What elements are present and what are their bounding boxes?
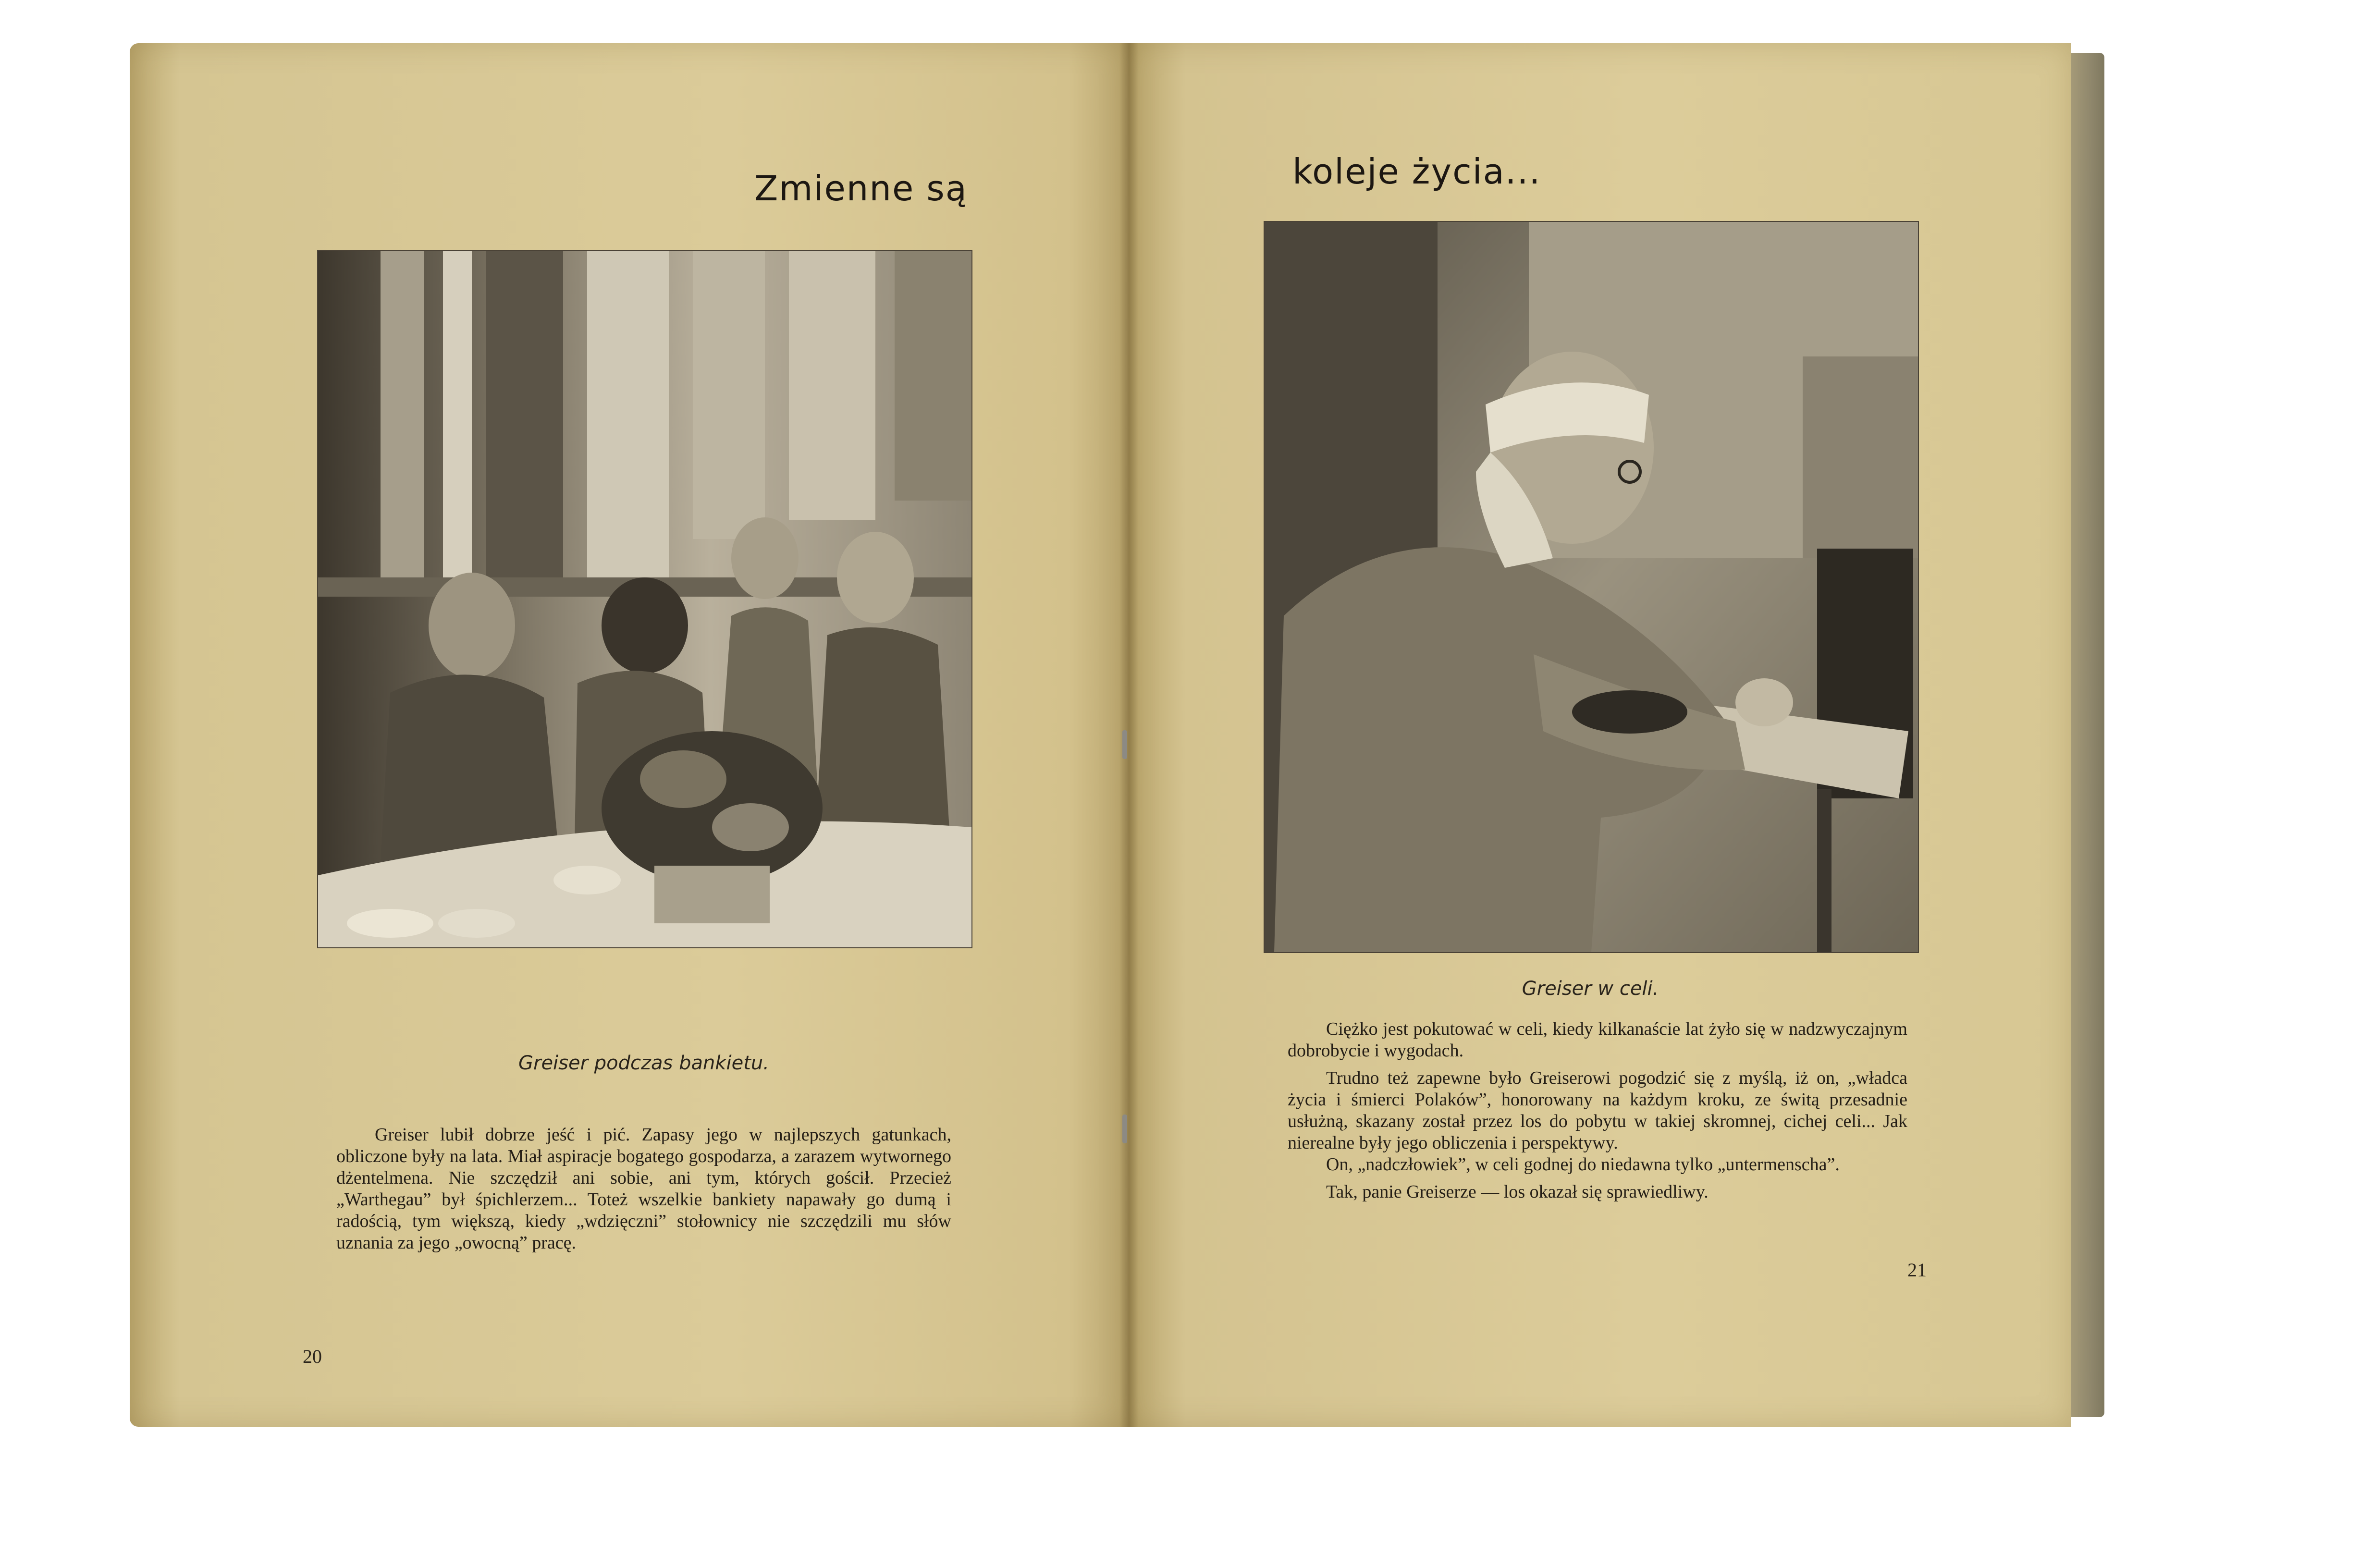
left-page-paragraph: Greiser lubił dobrze jeść i pić. Zapasy jego w najlepszych gatunkach, obliczone były na lata. Miał aspiracje bogatego gospodarza, a zarazem wytwornego dżentelmena. Nie szczędził ani sobie, ani tym, których gościł. Przecież „Warthegau” był śpichlerzem... Toteż wszelkie bankiety napawały go dumą i radością, tym większą, kiedy „wdzięczni” stołownicy nie szczędzili mu słów uznania za jego „owocną” pracę. xyxy=(336,1125,951,1253)
right-page-heading: koleje życia... xyxy=(1292,151,1541,192)
right-page-text xyxy=(1288,1018,1907,1203)
banquet-photo-icon xyxy=(317,250,972,948)
left-page-heading: Zmienne są xyxy=(754,168,968,208)
left-photo-caption: Greiser podczas bankietu. xyxy=(518,1052,769,1074)
staple xyxy=(1122,730,1127,759)
open-booklet xyxy=(130,43,2109,1427)
right-paragraph: Ciężko jest pokutować w celi, kiedy kilkanaście lat żyło się w nadzwyczajnym dobrobycie i wygodach. xyxy=(1288,1019,1907,1061)
right-photo-caption: Greiser w celi. xyxy=(1522,978,1659,1000)
right-page-number: 21 xyxy=(1907,1259,1927,1281)
right-paragraph: Tak, panie Greiserze — los okazał się sprawiedliwy. xyxy=(1326,1182,1709,1202)
right-paragraph: On, „nadczłowiek”, w celi godnej do niedawna tylko „untermenscha”. xyxy=(1326,1154,1840,1175)
prison-cell-photo-icon xyxy=(1264,221,1919,953)
page-block-edge xyxy=(2071,53,2104,1417)
left-page-number: 20 xyxy=(303,1346,322,1367)
right-paragraph: Trudno też zapewne było Greiserowi pogodzić się z myślą, iż on, „władca życia i śmierci Polaków”, honorowany na każdym kroku, ze świtą przesadnie usłużną, skazany został przez los do pobytu w takiej skromnej, cichej celi... Jak nierealne były jego obliczenia i perspektywy. xyxy=(1288,1068,1907,1153)
staple xyxy=(1122,1115,1127,1143)
